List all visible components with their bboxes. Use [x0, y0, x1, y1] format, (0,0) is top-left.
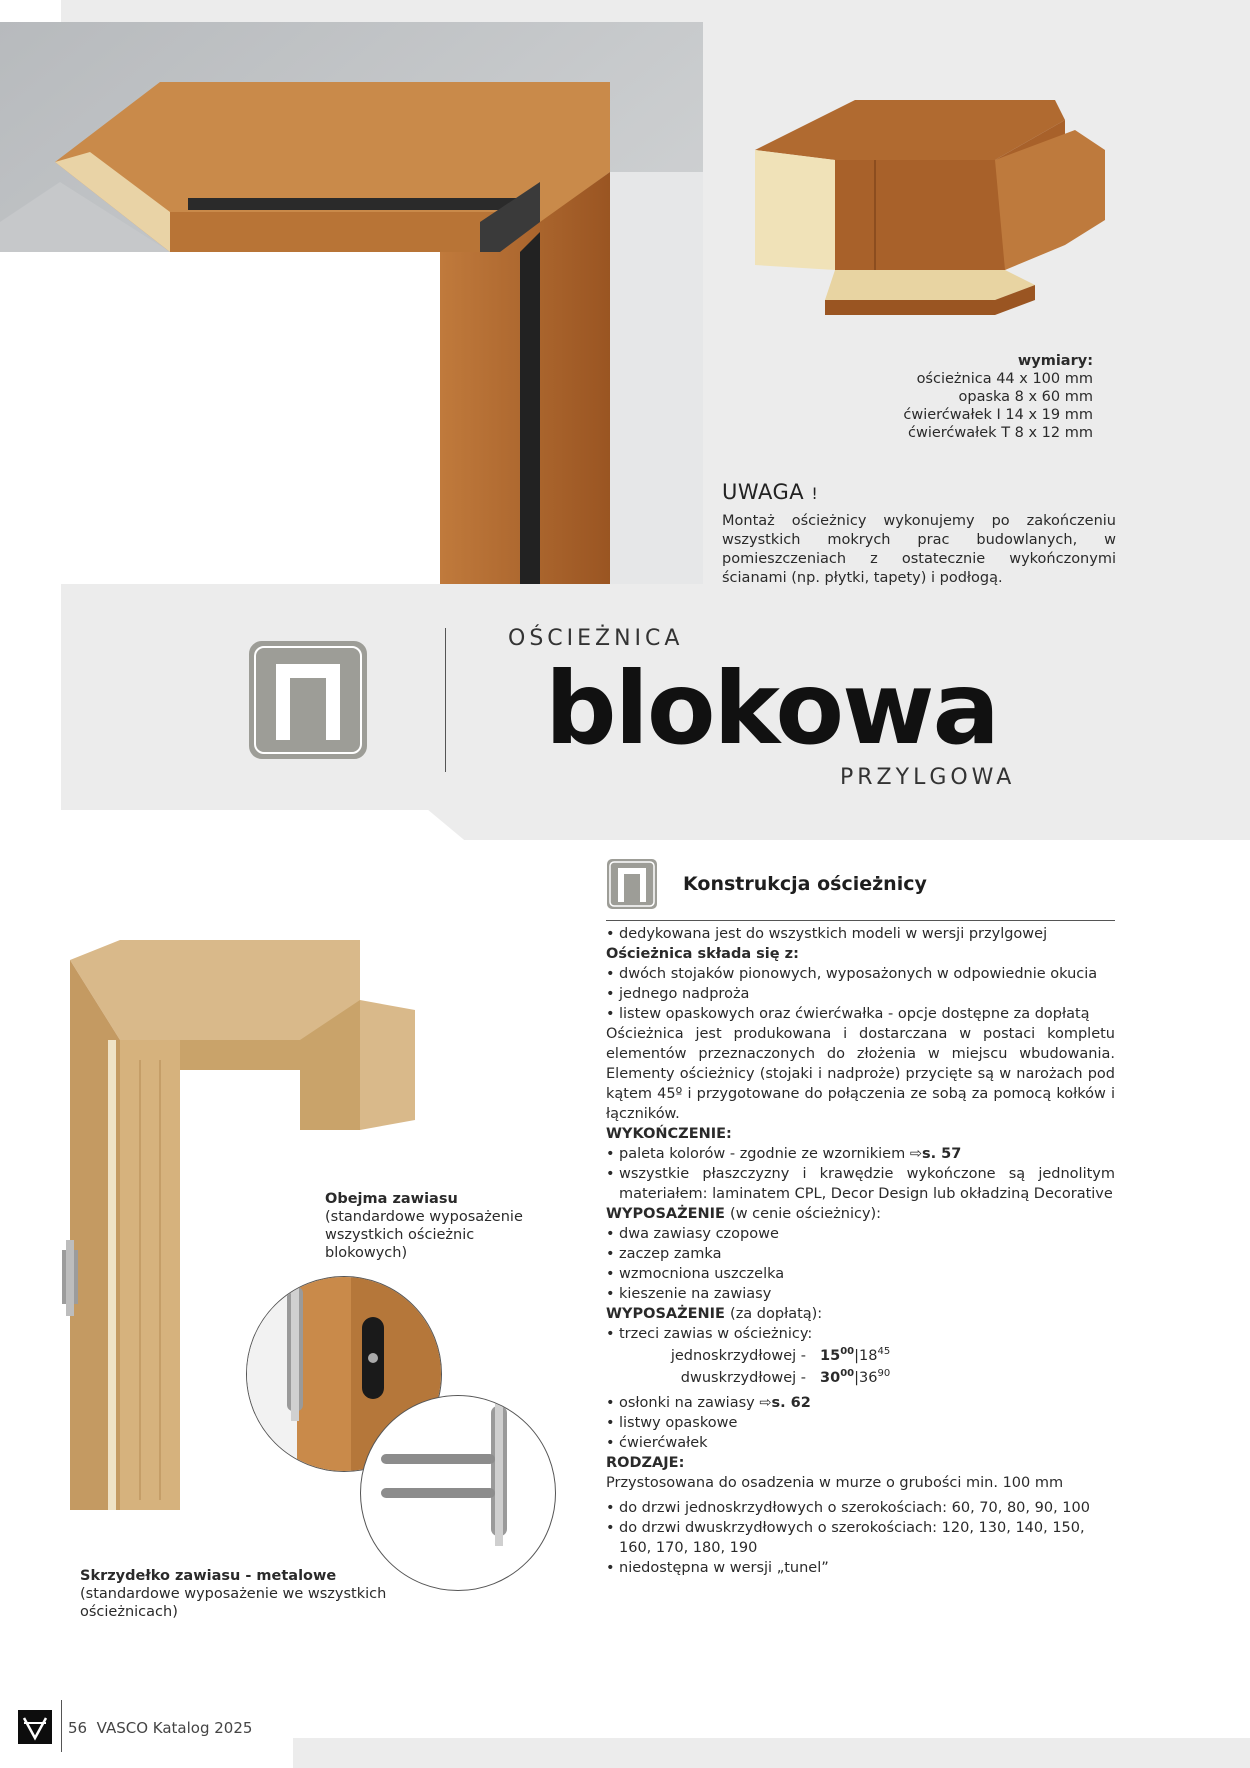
frame-profile-photo [735, 70, 1125, 320]
equipment-heading-text: WYPOSAŻENIE [606, 1206, 725, 1222]
extra-note: (za dopłatą): [730, 1306, 823, 1322]
hinge-leaf-caption [80, 1567, 410, 1621]
hinge-socket-caption-title: Obejma zawiasu [325, 1191, 458, 1207]
catalog-name: VASCO Katalog 2025 [96, 1719, 253, 1737]
type-item: • do drzwi dwuskrzydłowych o szerokościach: 120, 130, 140, 150, 160, 170, 180, 190 [606, 1518, 1115, 1558]
warning-title [722, 480, 818, 504]
extra-item: • ćwierćwałek [606, 1433, 1115, 1453]
page-reference-link[interactable]: s. 57 [921, 1146, 962, 1162]
price-sup: 00 [840, 1346, 855, 1358]
hinge-leaf-detail [360, 1395, 556, 1591]
footer-text [68, 1719, 252, 1737]
hinge-leaf-caption-text: (standardowe wyposażenie we wszystkich ościeżnicach) [80, 1586, 387, 1620]
section-title: Konstrukcja ościeżnicy [683, 873, 927, 895]
type-item: • do drzwi jednoskrzydłowych o szerokościach: 60, 70, 80, 90, 100 [606, 1498, 1115, 1518]
intro-item: • dedykowana jest do wszystkich modeli w wersji przylgowej [606, 924, 1115, 944]
equipment-item: • dwa zawiasy czopowe [606, 1224, 1115, 1244]
section-rule [606, 920, 1115, 921]
page-title: blokowa [545, 650, 998, 767]
equipment-heading [606, 1204, 1115, 1224]
extra-equipment-heading [606, 1304, 1115, 1324]
hinge-leaf-caption-title: Skrzydełko zawiasu - metalowe [80, 1568, 337, 1584]
types-intro: Przystosowana do osadzenia w murze o grubości min. 100 mm [606, 1475, 1064, 1491]
extra-item [606, 1393, 1115, 1413]
hinge-socket-caption-text: (standardowe wyposażenie wszystkich ościeżnic blokowych) [325, 1209, 523, 1261]
title-divider [445, 628, 446, 772]
covers-text: osłonki na zawiasy [619, 1395, 755, 1411]
frame-type-icon [248, 640, 368, 760]
price-value [820, 1368, 890, 1388]
price-gross: 18 [859, 1348, 878, 1364]
finish-heading: WYKOŃCZENIE: [606, 1126, 732, 1142]
bottom-background-band [293, 1738, 1250, 1768]
composition-item: • listew opaskowych oraz ćwierćwałka - opcje dostępne za dopłatą [606, 1004, 1115, 1024]
composition-item: • jednego nadproża [606, 984, 1115, 1004]
equipment-item: • kieszenie na zawiasy [606, 1284, 1115, 1304]
page-number: 56 [68, 1719, 88, 1737]
section-frame-icon [606, 858, 658, 910]
composition-item: • dwóch stojaków pionowych, wyposażonych w odpowiednie okucia [606, 964, 1115, 984]
dimension-line: opaska 8 x 60 mm [958, 389, 1093, 405]
type-item: • niedostępna w wersji „tunel” [606, 1558, 1115, 1578]
finish-palette-text: paleta kolorów - zgodnie ze wzornikiem [619, 1146, 906, 1162]
price-main: 30 [820, 1370, 841, 1386]
arrow-right-icon: ⇨ [759, 1395, 772, 1411]
price-label: dwuskrzydłowej - [680, 1370, 806, 1386]
price-gross: 36 [859, 1370, 878, 1386]
warning-mark: ! [811, 484, 819, 503]
finish-item: • wszystkie płaszczyzny i krawędzie wykończone są jednolitym materiałem: laminatem CPL, Decor Design lub okładziną Decorative [606, 1164, 1115, 1204]
title-overline: OŚCIEŻNICA [508, 626, 684, 651]
hinge-socket-caption [325, 1190, 525, 1262]
equipment-item: • wzmocniona uszczelka [606, 1264, 1115, 1284]
title-subline: PRZYLGOWA [840, 765, 1016, 790]
construction-details [606, 922, 1115, 1578]
finish-item [606, 1144, 1115, 1164]
composition-heading: Ościeżnica składa się z: [606, 946, 799, 962]
price-row [606, 1346, 1115, 1366]
price-sup: 00 [840, 1368, 855, 1380]
dimension-line: ćwierćwałek T 8 x 12 mm [908, 425, 1093, 441]
dimensions-block [903, 352, 1093, 442]
warning-title-text: UWAGA [722, 480, 805, 504]
price-separator: | [854, 1348, 859, 1364]
frame-corner-photo [0, 22, 703, 584]
equipment-item: • zaczep zamka [606, 1244, 1115, 1264]
price-gross-sup: 90 [877, 1368, 891, 1380]
footer-divider [61, 1700, 62, 1752]
price-label: jednoskrzydłowej - [670, 1348, 806, 1364]
extra-item: • trzeci zawias w ościeżnicy: [606, 1324, 1115, 1344]
price-separator: | [854, 1370, 859, 1386]
band-cutout [61, 810, 469, 844]
arrow-right-icon: ⇨ [909, 1146, 922, 1162]
price-main: 15 [820, 1348, 841, 1364]
vasco-logo-icon [18, 1710, 52, 1744]
types-heading: RODZAJE: [606, 1455, 685, 1471]
warning-text: Montaż ościeżnicy wykonujemy po zakończeniu wszystkich mokrych prac budowlanych, w pomieszczeniach z ostatecznie wykończonymi ścianami (np. płytki, tapety) i podłogą. [722, 513, 1116, 586]
price-gross-sup: 45 [877, 1346, 891, 1358]
page-reference-link[interactable]: s. 62 [771, 1395, 811, 1411]
extra-item: • listwy opaskowe [606, 1413, 1115, 1433]
price-row [606, 1368, 1115, 1388]
extra-heading-text: WYPOSAŻENIE [606, 1306, 725, 1322]
price-value [820, 1346, 890, 1366]
dimension-line: ościeżnica 44 x 100 mm [916, 371, 1093, 387]
equipment-note: (w cenie ościeżnicy): [730, 1206, 882, 1222]
dimension-line: ćwierćwałek I 14 x 19 mm [903, 407, 1093, 423]
description-paragraph: Ościeżnica jest produkowana i dostarczana w postaci kompletu elementów przeznaczonych do złożenia w miejscu wbudowania. Elementy ościeżnicy (stojaki i nadproże) przycięte są w narożach pod kątem 45º i przygotowane do połączenia ze sobą za pomocą kołków i łączników. [606, 1026, 1115, 1122]
dimensions-heading: wymiary: [1017, 353, 1093, 369]
